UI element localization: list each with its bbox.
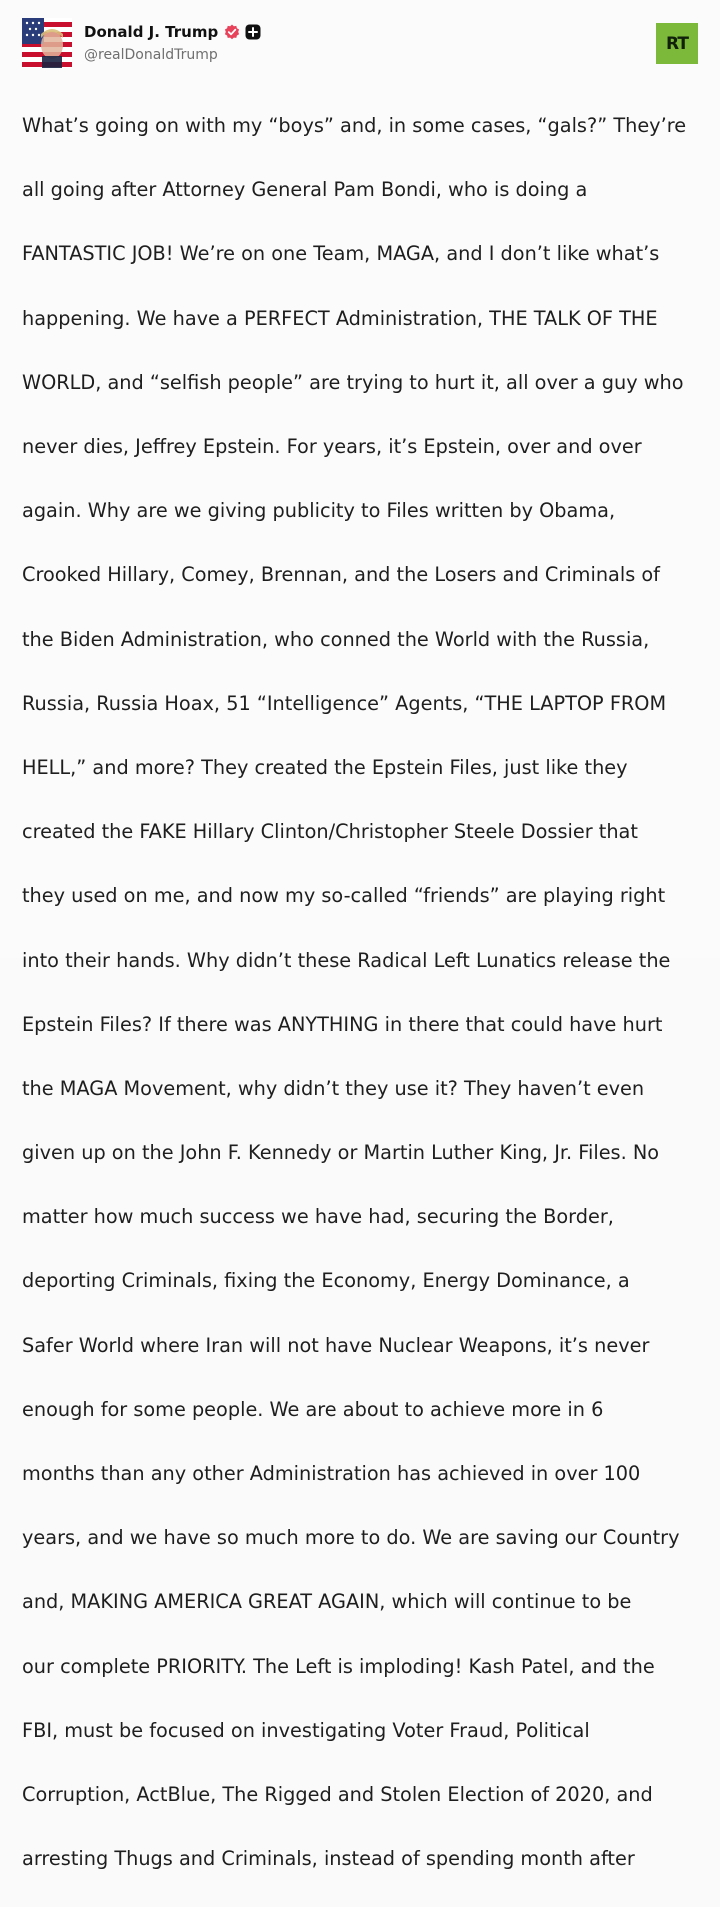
post-text-line: arresting Thugs and Criminals, instead of spending month after xyxy=(22,1847,635,1871)
post-text-line: never dies, Jeffrey Epstein. For years, it’s Epstein, over and over xyxy=(22,435,642,459)
post-text-line: all going after Attorney General Pam Bondi, who is doing a xyxy=(22,178,588,202)
post-text-line: matter how much success we have had, securing the Border, xyxy=(22,1205,614,1229)
post-text-line: FANTASTIC JOB! We’re on one Team, MAGA, and I don’t like what’s xyxy=(22,242,660,266)
flag-portrait-avatar-icon xyxy=(22,18,72,68)
post-text-line: happening. We have a PERFECT Administration, THE TALK OF THE xyxy=(22,306,658,330)
verified-badge-icon xyxy=(224,24,240,40)
post-text-line: Crooked Hillary, Comey, Brennan, and the Losers and Criminals of xyxy=(22,563,660,587)
post-text-line: months than any other Administration has achieved in over 100 xyxy=(22,1462,641,1486)
post-header xyxy=(22,18,702,68)
plus-square-icon xyxy=(245,24,261,40)
post-text-line: Epstein Files? If there was ANYTHING in there that could have hurt xyxy=(22,1012,663,1036)
post-text-line: WORLD, and “selfish people” are trying to hurt it, all over a guy who xyxy=(22,370,684,394)
post-text xyxy=(22,78,708,1907)
post-text-line: deporting Criminals, fixing the Economy, Energy Dominance, a xyxy=(22,1269,630,1293)
author-display-name[interactable]: Donald J. Trump xyxy=(84,23,219,41)
rt-logo: RT xyxy=(656,23,698,64)
post-text-line: years, and we have so much more to do. We are saving our Country xyxy=(22,1526,680,1550)
post-text-line: again. Why are we giving publicity to Files written by Obama, xyxy=(22,499,616,523)
author-name-row xyxy=(84,21,261,43)
post-text-line: the MAGA Movement, why didn’t they use it? They haven’t even xyxy=(22,1076,645,1100)
post-text-line: our complete PRIORITY. The Left is imploding! Kash Patel, and the xyxy=(22,1654,655,1678)
post-text-line: given up on the John F. Kennedy or Martin Luther King, Jr. Files. No xyxy=(22,1141,660,1165)
post-text-line: HELL,” and more? They created the Epstein Files, just like they xyxy=(22,755,628,779)
post-text-line: and, MAKING AMERICA GREAT AGAIN, which will continue to be xyxy=(22,1590,632,1614)
post-text-line: FBI, must be focused on investigating Voter Fraud, Political xyxy=(22,1718,590,1742)
post-text-line: Corruption, ActBlue, The Rigged and Stolen Election of 2020, and xyxy=(22,1782,653,1806)
post-text-line: created the FAKE Hillary Clinton/Christopher Steele Dossier that xyxy=(22,820,638,844)
post-text-line: Safer World where Iran will not have Nuclear Weapons, it’s never xyxy=(22,1333,650,1357)
avatar[interactable] xyxy=(22,18,72,68)
post-text-line: enough for some people. We are about to achieve more in 6 xyxy=(22,1397,604,1421)
author-handle[interactable]: @realDonaldTrump xyxy=(84,47,218,63)
post-text-line: into their hands. Why didn’t these Radical Left Lunatics release the xyxy=(22,948,671,972)
post-text-line: Russia, Russia Hoax, 51 “Intelligence” Agents, “THE LAPTOP FROM xyxy=(22,691,667,715)
post-text-line: the Biden Administration, who conned the World with the Russia, xyxy=(22,627,650,651)
post-text-line: they used on me, and now my so-called “friends” are playing right xyxy=(22,884,666,908)
post-text-line: What’s going on with my “boys” and, in some cases, “gals?” They’re xyxy=(22,114,687,138)
